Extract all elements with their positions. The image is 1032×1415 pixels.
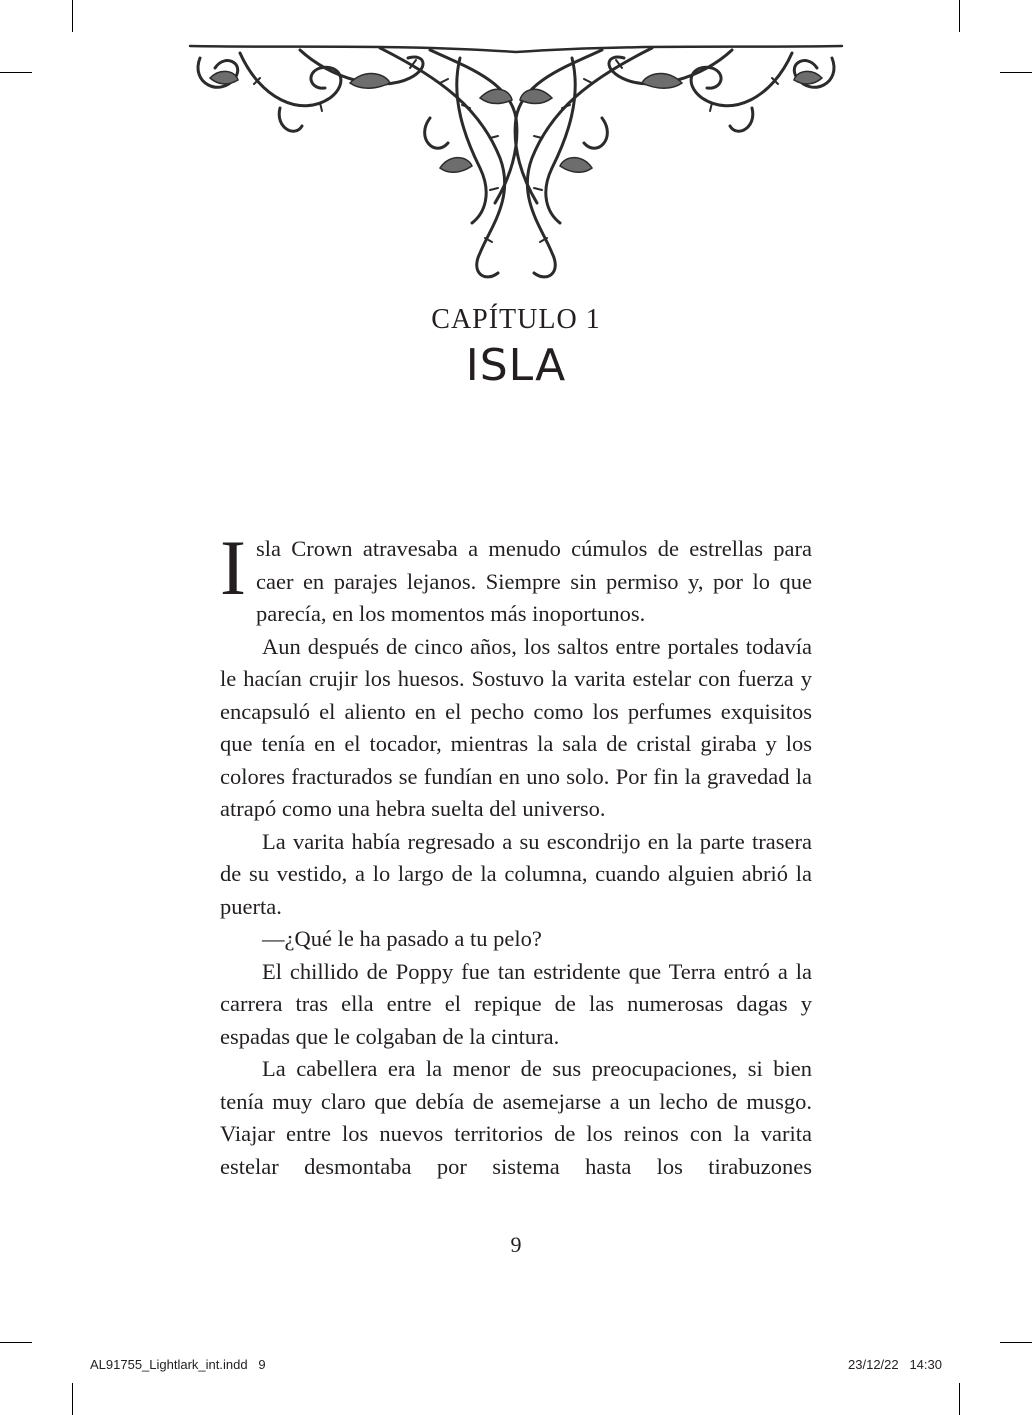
- paragraph: —¿Qué le ha pasado a tu pelo?: [262, 926, 542, 951]
- paragraph: El chillido de Poppy fue tan estridente que Terra entró a la carrera tras ella entre el repique de las numerosas dagas y espadas que le colgaban de la cintura.: [220, 958, 812, 1049]
- slug-timestamp: 23/12/22 14:30: [848, 1357, 942, 1372]
- paragraph: La varita había regresado a su escondrijo en la parte trasera de su vestido, a lo largo de la columna, cuando alguien abrió la puerta.: [220, 828, 812, 919]
- crop-mark: [72, 0, 73, 32]
- drop-cap: I: [220, 524, 246, 611]
- paragraph: [220, 524, 812, 631]
- crop-mark: [72, 1383, 73, 1415]
- thorny-vine-ornament-icon: [180, 38, 852, 288]
- crop-mark: [1000, 72, 1032, 73]
- crop-mark: [1000, 1342, 1032, 1343]
- slug-filename: AL91755_Lightlark_int.indd 9: [90, 1357, 266, 1372]
- paragraph-text: sla Crown atravesaba a menudo cúmulos de estrellas para caer en parajes lejanos. Siempre sin permiso y, por lo que parecía, en los momentos más inoportunos.: [255, 536, 812, 626]
- crop-mark: [959, 1383, 960, 1415]
- chapter-number: CAPÍTULO 1: [431, 304, 601, 335]
- paragraph: La cabellera era la menor de sus preocupaciones, si bien tenía muy claro que debía de asemejarse a un lecho de musgo. Viajar entre los nuevos territorios de los reinos con la varita estelar desmontaba por sistema hasta los tirabuzones: [220, 1056, 812, 1179]
- crop-mark: [959, 0, 960, 32]
- paragraph: Aun después de cinco años, los saltos entre portales todavía le hacían crujir los huesos. Sostuvo la varita estelar con fuerza y encapsuló el aliento en el pecho como los perfumes exquisitos que tenía en el tocador, mientras la sala de cristal giraba y los colores fracturados se fundían en uno solo. Por fin la gravedad la atrapó como una hebra suelta del universo.: [220, 633, 812, 821]
- chapter-body: [220, 524, 812, 1183]
- crop-mark: [0, 72, 32, 73]
- crop-mark: [0, 1342, 32, 1343]
- page-number: 9: [510, 1232, 522, 1257]
- chapter-title: ISLA: [465, 340, 567, 391]
